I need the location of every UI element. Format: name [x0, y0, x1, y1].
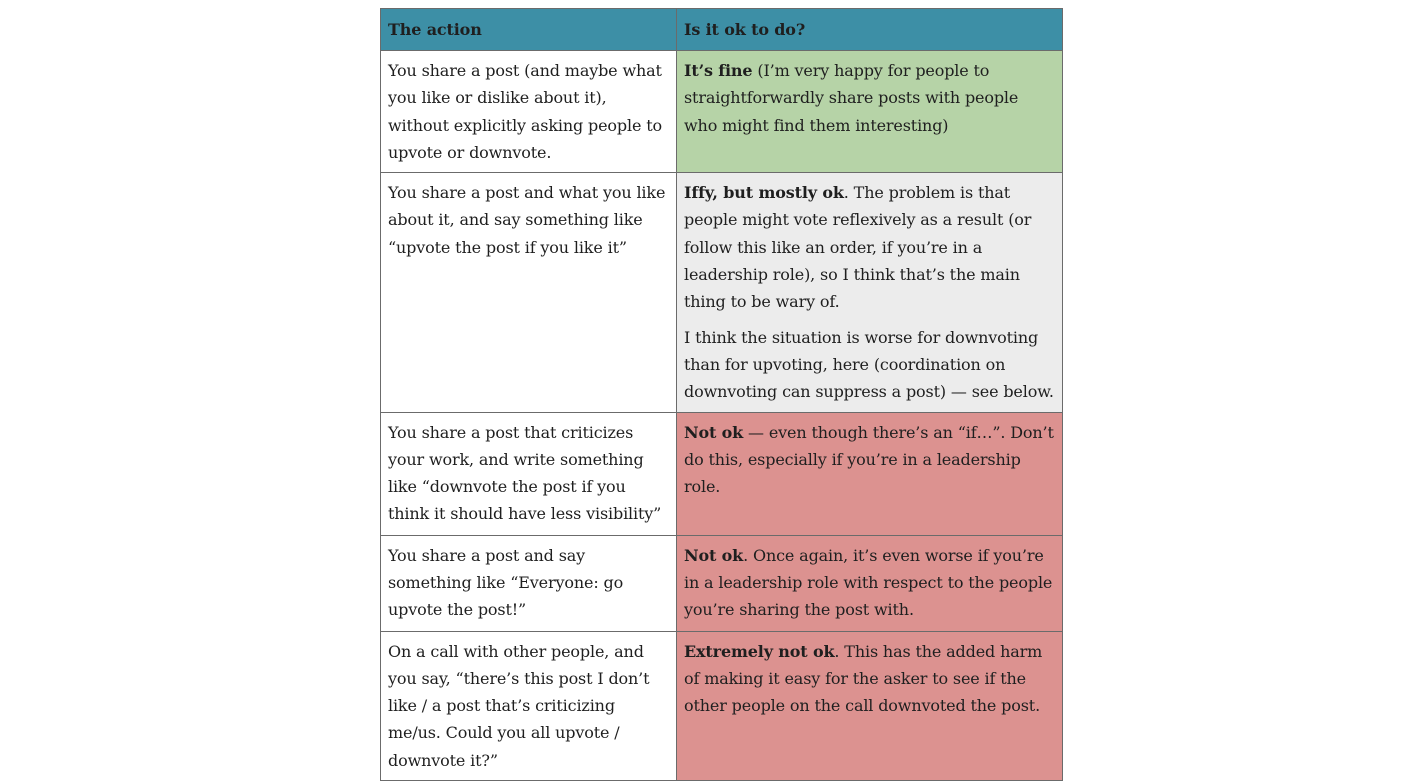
action-text: You share a post that criticizes your work, and write something like “downvote the post if you think it should have less visibility”	[388, 422, 662, 524]
verdict-cell-fine	[677, 51, 1063, 173]
table-row	[381, 535, 1063, 631]
verdict-cell-not-ok	[677, 535, 1063, 631]
action-text: You share a post (and maybe what you like or dislike about it), without explicitly asking people to upvote or downvote.	[388, 61, 662, 162]
voting-guidance-table	[380, 8, 1063, 781]
verdict-label: Extremely not ok	[684, 641, 835, 661]
verdict-label: Iffy, but mostly ok	[684, 183, 844, 203]
action-text: You share a post and what you like about it, and say something like “upvote the post if you like it”	[388, 183, 666, 257]
table-row	[381, 51, 1063, 173]
verdict-extra-text: I think the situation is worse for downvoting than for upvoting, here (coordination on downvoting can suppress a post) — see below.	[684, 327, 1054, 402]
action-cell	[381, 51, 677, 173]
verdict-explanation: . The problem is that people might vote reflexively as a result (or follow this like an order, if you’re in a leadership role), so I think that’s the main thing to be wary of.	[684, 183, 1032, 312]
action-cell	[381, 173, 677, 412]
table-row	[381, 631, 1063, 780]
verdict-explanation: (I’m very happy for people to straightforwardly share posts with people who might find them interesting)	[684, 61, 1019, 135]
header-action: The action	[381, 9, 677, 51]
action-text: On a call with other people, and you say, “there’s this post I don’t like / a post that’s criticizing me/us. Could you all upvote / downvote it?”	[388, 641, 650, 770]
verdict-cell-iffy	[677, 173, 1063, 412]
table-row	[381, 412, 1063, 535]
verdict-explanation: . Once again, it’s even worse if you’re in a leadership role with respect to the people you’re sharing the post with.	[684, 545, 1053, 620]
verdict-label: It’s fine	[684, 61, 753, 80]
verdict-label: Not ok	[684, 545, 744, 565]
verdict-label: Not ok	[684, 422, 744, 442]
header-is-it-ok: Is it ok to do?	[677, 9, 1063, 51]
verdict-explanation: . This has the added harm of making it easy for the asker to see if the other people on the call downvoted the post.	[684, 641, 1043, 716]
verdict-text	[684, 57, 1055, 139]
verdict-text	[684, 179, 1055, 315]
table-row	[381, 173, 1063, 412]
verdict-cell-extremely-not-ok	[677, 631, 1063, 780]
action-cell	[381, 631, 677, 780]
verdict-explanation: — even though there’s an “if…”. Don’t do this, especially if you’re in a leadership role.	[684, 422, 1054, 497]
action-text: You share a post and say something like “Everyone: go upvote the post!”	[388, 545, 624, 620]
action-cell	[381, 412, 677, 535]
verdict-text	[684, 638, 1055, 720]
verdict-cell-not-ok	[677, 412, 1063, 535]
table-header-row	[381, 9, 1063, 51]
verdict-text	[684, 419, 1055, 501]
action-cell	[381, 535, 677, 631]
verdict-text	[684, 542, 1055, 624]
